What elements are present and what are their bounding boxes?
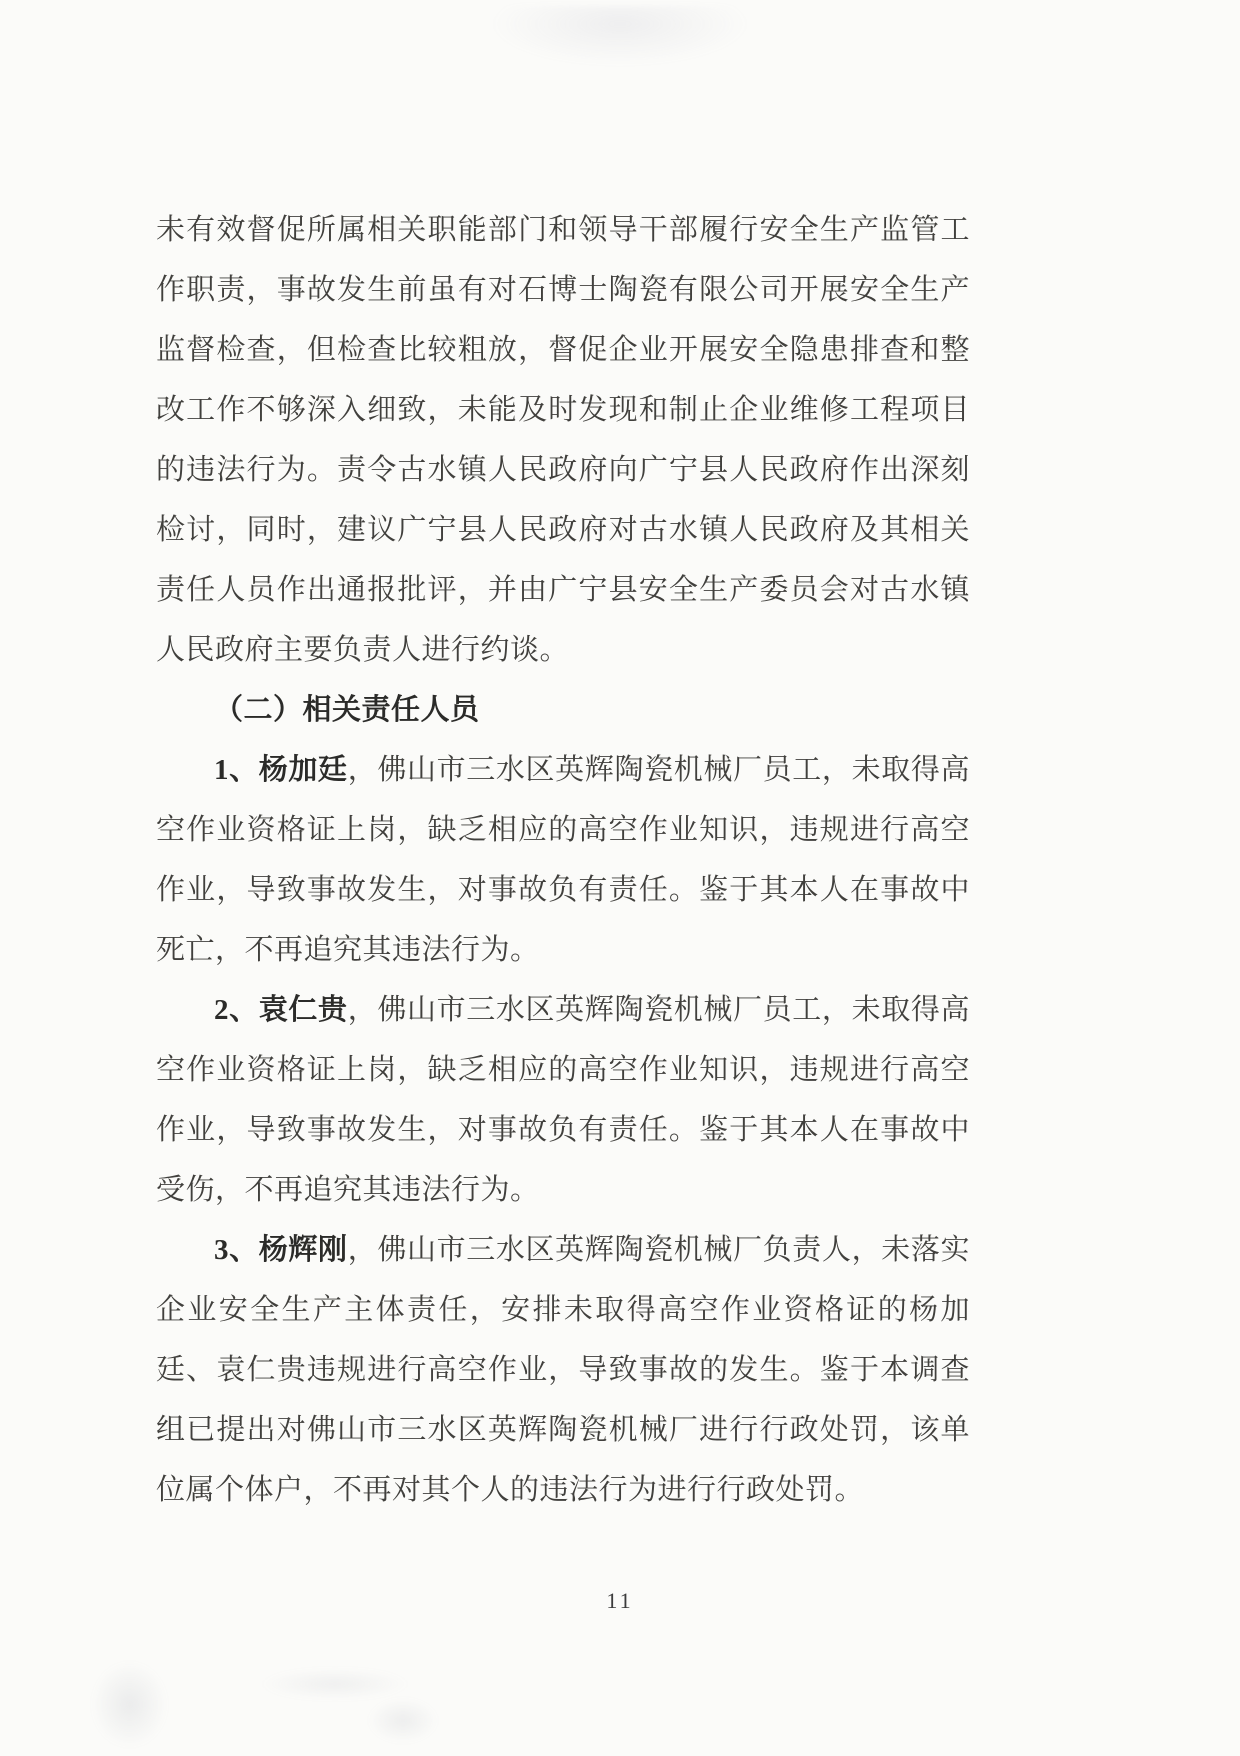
scan-artifact-bottom-left bbox=[92, 1662, 167, 1747]
list-item-1-label: 1、杨加廷 bbox=[214, 754, 348, 786]
page-number: 11 bbox=[606, 1588, 634, 1613]
list-item-3 bbox=[156, 1220, 970, 1520]
scan-artifact-bottom-center bbox=[260, 1668, 410, 1700]
paragraph-continuation: 未有效督促所属相关职能部门和领导干部履行安全生产监管工作职责，事故发生前虽有对石博士陶瓷有限公司开展安全生产监督检查，但检查比较粗放，督促企业开展安全隐患排查和整改工作不够深入细致，未能及时发现和制止企业维修工程项目的违法行为。责令古水镇人民政府向广宁县人民政府作出深刻检讨，同时，建议广宁县人民政府对古水镇人民政府及其相关责任人员作出通报批评，并由广宁县安全生产委员会对古水镇人民政府主要负责人进行约谈。 bbox=[156, 214, 970, 666]
scan-artifact-top bbox=[490, 6, 750, 66]
list-item-2-label: 2、袁仁贵 bbox=[214, 994, 348, 1026]
list-item-3-text: ，佛山市三水区英辉陶瓷机械厂负责人，未落实企业安全生产主体责任，安排未取得高空作业资格证的杨加廷、袁仁贵违规进行高空作业，导致事故的发生。鉴于本调查组已提出对佛山市三水区英辉陶瓷机械厂进行行政处罚，该单位属个体户，不再对其个人的违法行为进行行政处罚。 bbox=[156, 1234, 970, 1506]
section-heading: （二）相关责任人员 bbox=[214, 694, 480, 726]
list-item-2 bbox=[156, 980, 970, 1220]
scan-artifact-bottom-center-2 bbox=[368, 1698, 438, 1743]
list-item-1-text: ，佛山市三水区英辉陶瓷机械厂员工，未取得高空作业资格证上岗，缺乏相应的高空作业知识，违规进行高空作业，导致事故发生，对事故负有责任。鉴于其本人在事故中死亡，不再追究其违法行为。 bbox=[156, 754, 970, 966]
list-item-2-text: ，佛山市三水区英辉陶瓷机械厂员工，未取得高空作业资格证上岗，缺乏相应的高空作业知识，违规进行高空作业，导致事故发生，对事故负有责任。鉴于其本人在事故中受伤，不再追究其违法行为。 bbox=[156, 994, 970, 1206]
list-item-1 bbox=[156, 740, 970, 980]
list-item-3-label: 3、杨辉刚 bbox=[214, 1234, 348, 1266]
document-body bbox=[156, 200, 970, 1520]
